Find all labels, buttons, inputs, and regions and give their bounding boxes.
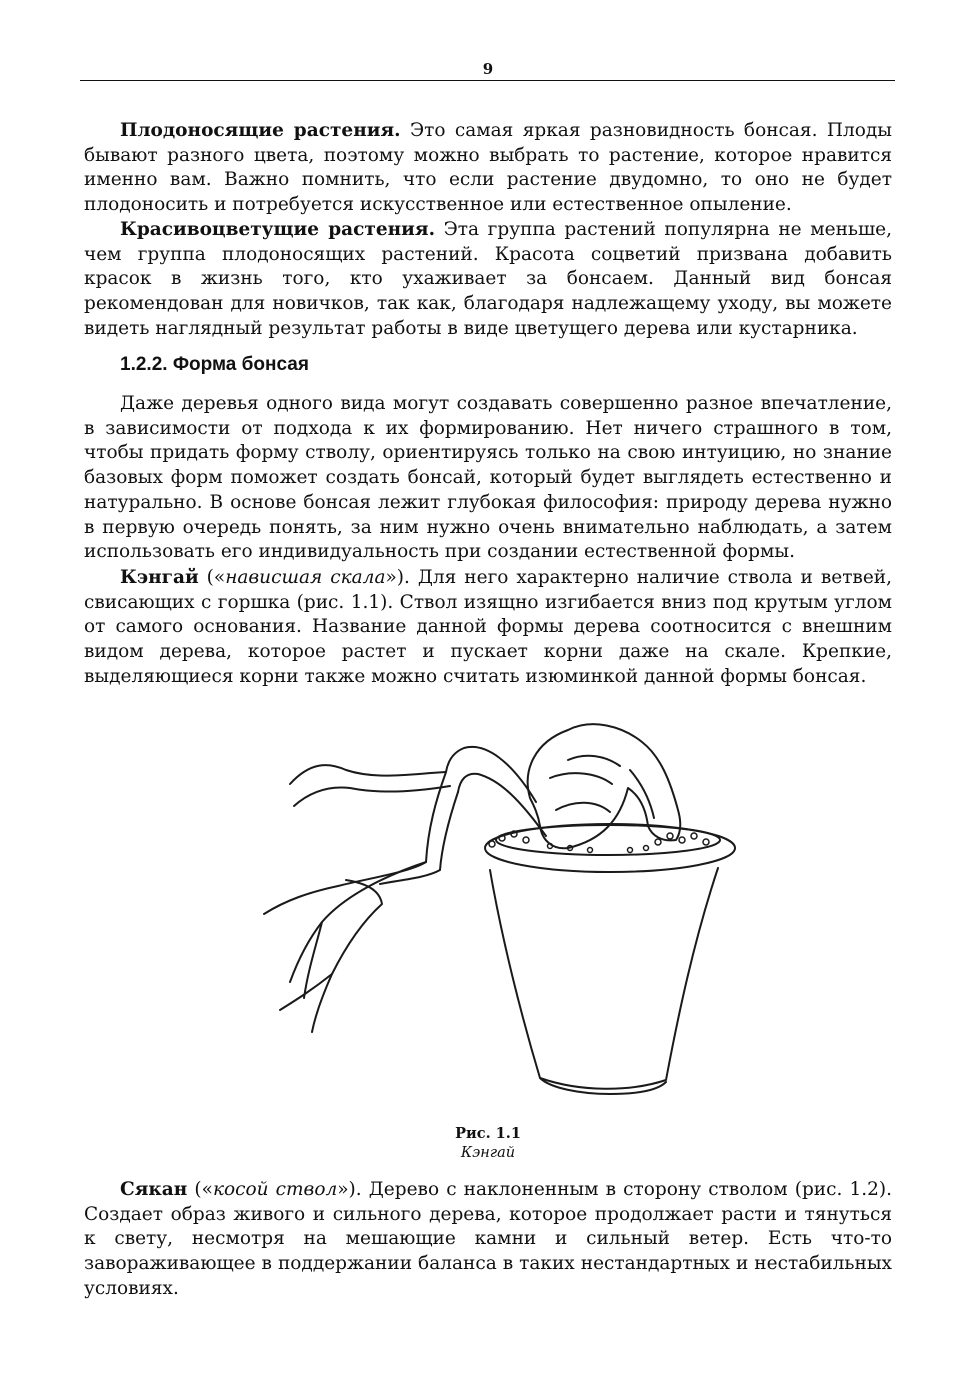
paragraph-kengai	[84, 566, 892, 690]
branch-lower-inner	[312, 880, 382, 1032]
quote-open: («	[198, 567, 226, 588]
quote-close: »).	[337, 1179, 362, 1200]
body-form-intro: Даже деревья одного вида могут создавать совершенно разное впечатление, в зависимости от подхода к их формированию. Нет ничего страшного в том, чтобы придать форму стволу, ориентируясь только на свою интуицию, но знание базовых форм поможет создать бонсай, который будет выглядеть естественно и натурально. В основе бонсая лежит глубокая философия: природу дерева нужно в первую очередь понять, за ним нужно очень внимательно наблюдать, а затем использовать его индивидуальность при создании естественной формы.	[84, 393, 892, 563]
branch-upper-left-inner	[294, 786, 450, 806]
pot-body	[490, 868, 718, 1089]
header-rule	[80, 80, 895, 81]
body-fruit-plants: Это самая яркая разновидность бонсая. Плоды бывают разного цвета, поэтому можно выбрать то растение, которое нравится именно вам. Важно помнить, что если растение двудомно, то оно не будет плодоносить и потребуется искусственное или естественное опыление.	[84, 120, 892, 216]
figure-caption: Кэнгай	[460, 1145, 516, 1161]
body-kengai: Для него характерно наличие ствола и ветвей, свисающих с горшка (рис. 1.1). Ствол изящно изгибается вниз под крутым углом от самого основания. Название данной формы дерева соотносится с внешним видом дерева, которое растет и пускает корни даже на скале. Крепкие, выделяющиеся корни также можно считать изюминкой данной формы бонсая.	[84, 567, 893, 687]
body-syakan: Дерево с наклоненным в сторону стволом (рис. 1.2). Создает образ живого и сильного дерева, которое продолжает расти и тянуться к свету, несмотря на мешающие камни и сильный ветер. Есть что-то завораживающее в поддержании баланса в таких нестандартных и нестабильных условиях.	[84, 1179, 892, 1299]
paragraph-syakan	[84, 1178, 892, 1302]
paragraph-fruit-plants	[84, 119, 892, 218]
branch-upper-left	[290, 765, 446, 784]
term-flower-plants: Красивоцветущие растения.	[120, 219, 436, 240]
page-number: 9	[482, 60, 494, 78]
quote-open: («	[187, 1179, 213, 1200]
quote-close: »).	[385, 567, 410, 588]
term-fruit-plants: Плодоносящие растения.	[120, 120, 401, 141]
foliage-detail	[550, 756, 654, 818]
trunk-descending	[264, 772, 446, 914]
term-syakan: Сякан	[120, 1179, 188, 1200]
trunk-upper	[446, 747, 536, 802]
term-kengai: Кэнгай	[120, 567, 199, 588]
foliage-outline	[528, 724, 680, 848]
translation-syakan: косой ствол	[212, 1179, 338, 1200]
branch-lower-tip	[280, 922, 332, 1010]
translation-kengai: нависшая скала	[225, 567, 386, 588]
section-heading: 1.2.2. Форма бонсая	[120, 354, 309, 375]
paragraph-form-intro	[84, 392, 892, 565]
kengai-illustration	[250, 700, 750, 1110]
body-flower-plants: Эта группа растений популярна не меньше, чем группа плодоносящих растений. Красота соцветий призвана добавить красок в жизнь того, кто ухаживает за бонсаем. Данный вид бонсая рекомендован для новичков, так как, благодаря надлежащему уходу, вы можете видеть наглядный результат работы в виде цветущего дерева или кустарника.	[84, 219, 892, 339]
figure-label: Рис. 1.1	[455, 1125, 521, 1142]
trunk-descending-inner	[380, 792, 458, 884]
paragraph-flower-plants	[84, 218, 892, 342]
